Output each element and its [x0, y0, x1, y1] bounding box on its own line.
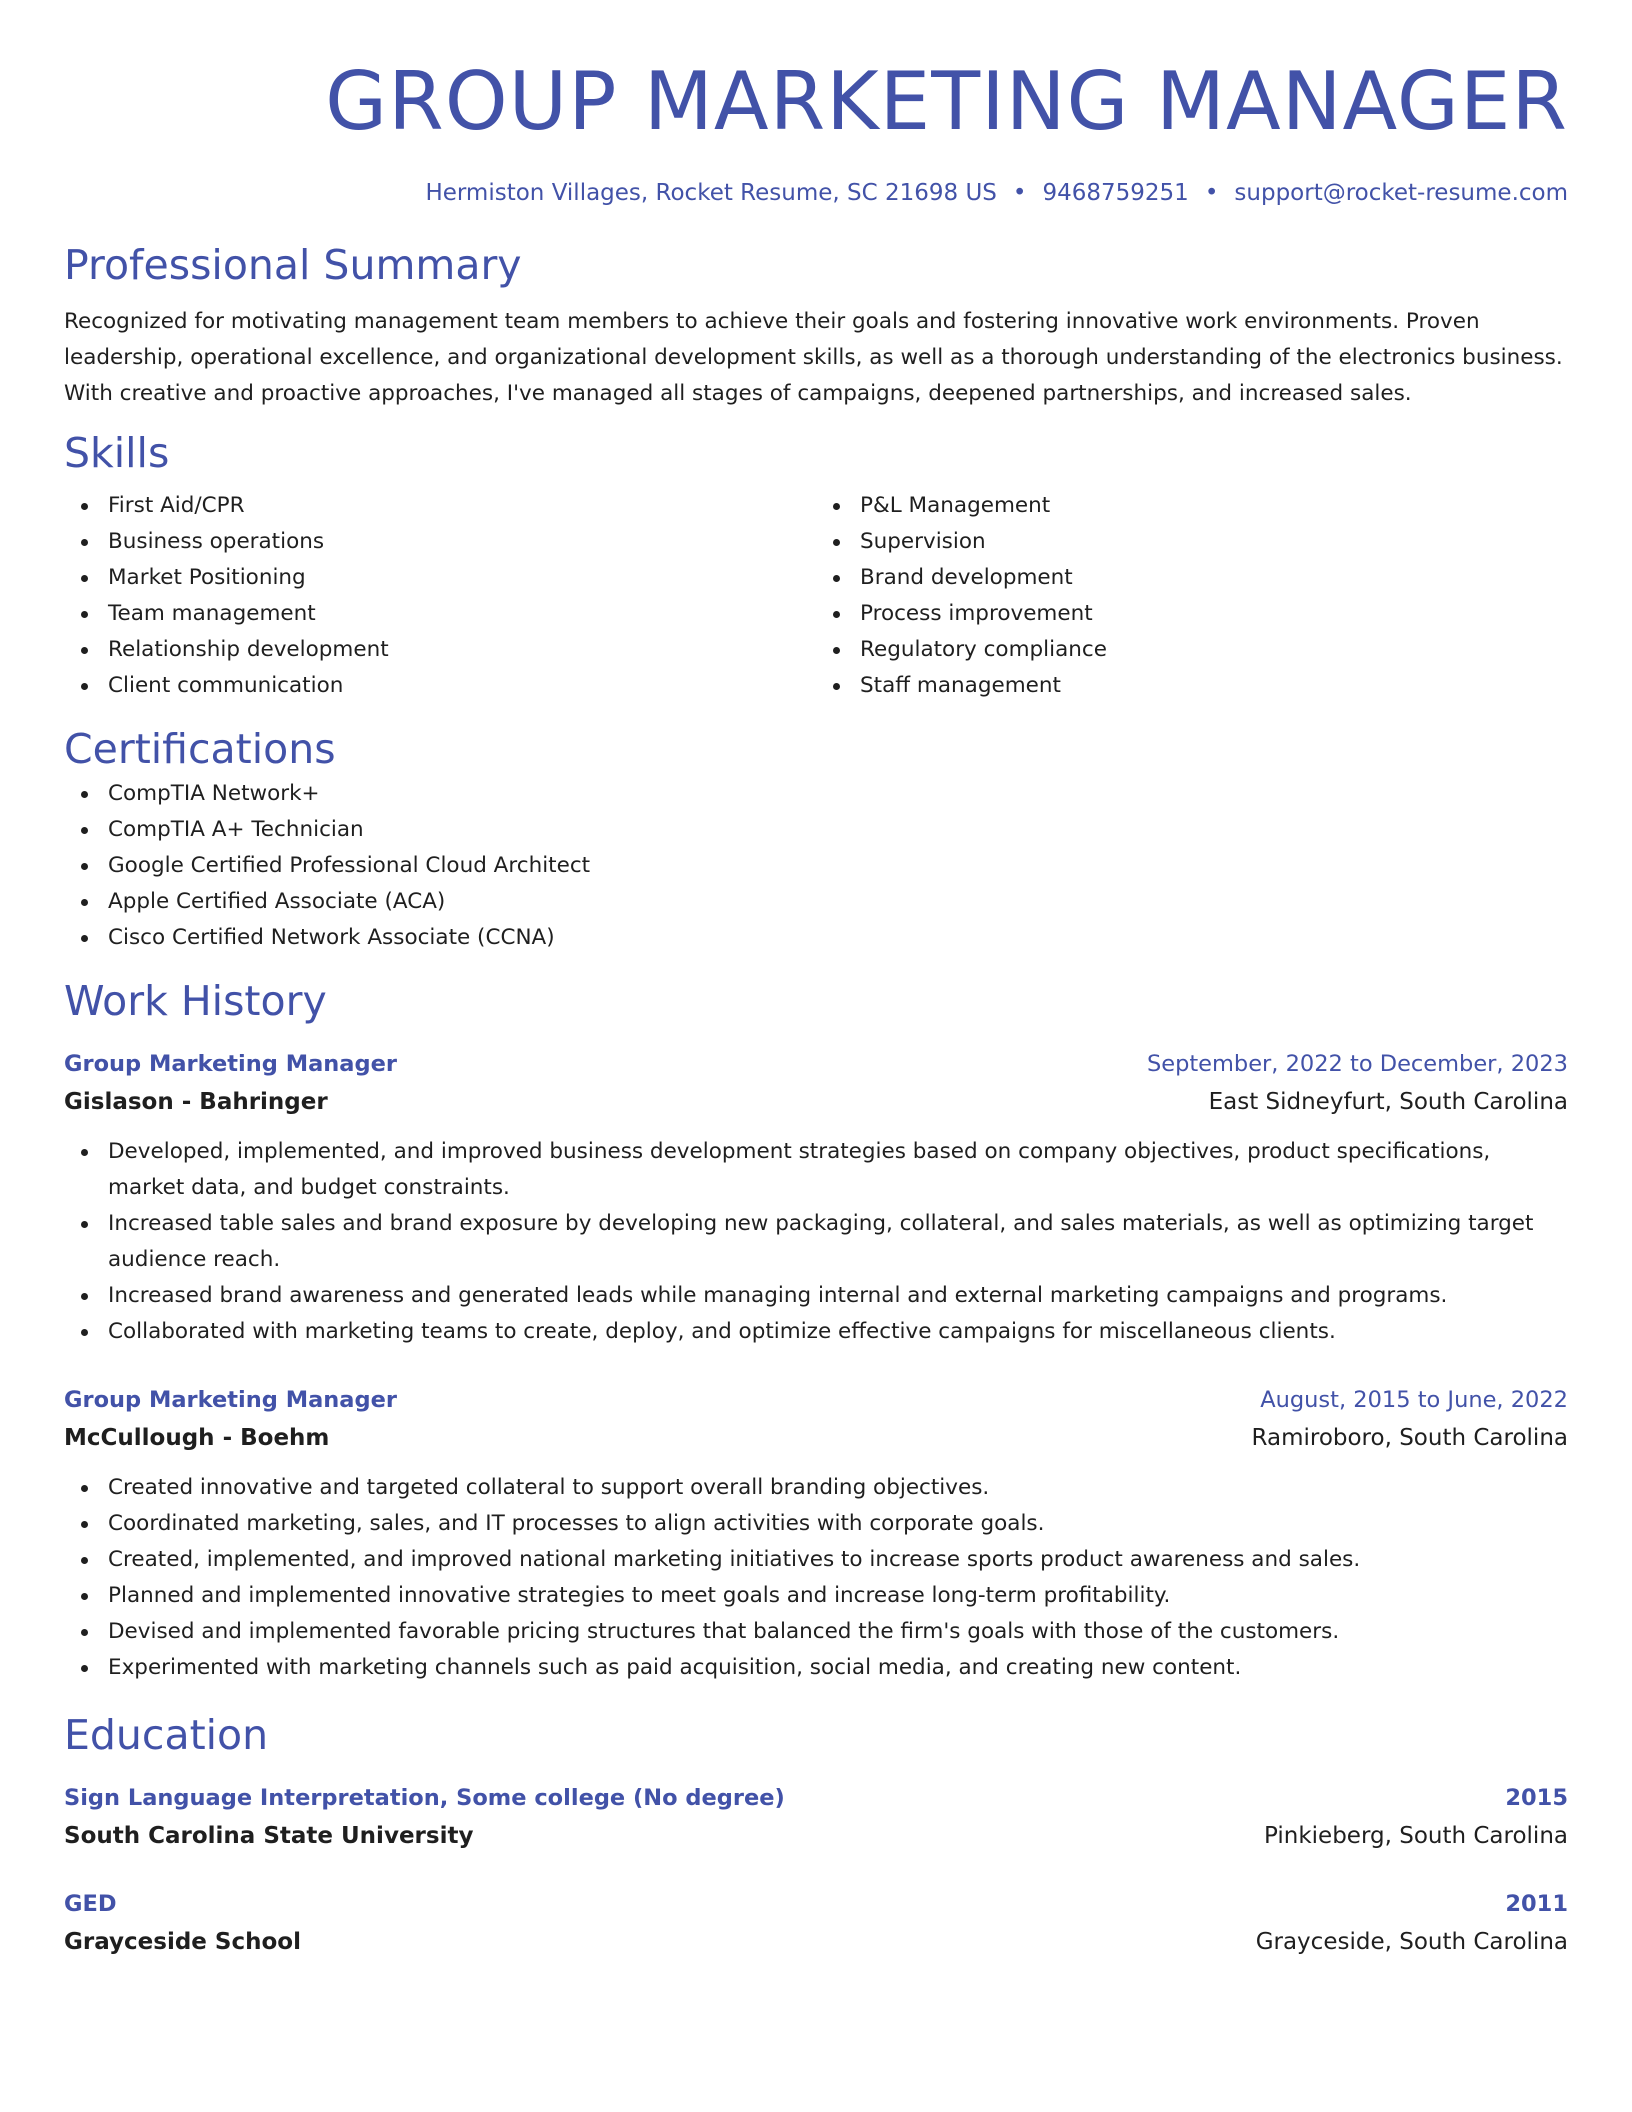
job-bullet: Created, implemented, and improved national marketing initiatives to increase sports product awareness and sales.: [64, 1542, 1568, 1578]
skill-item: Process improvement: [816, 596, 1568, 632]
address-text: Hermiston Villages, Rocket Resume, SC 21698 US: [425, 180, 997, 206]
email-link[interactable]: support@rocket-resume.com: [1234, 180, 1568, 206]
degree-title: Sign Language Interpretation, Some college (No degree): [64, 1785, 785, 1811]
job-bullet: Planned and implemented innovative strategies to meet goals and increase long-term profitability.: [64, 1578, 1568, 1614]
skill-item: Brand development: [816, 560, 1568, 596]
school-name: Grayceside School: [64, 1929, 301, 1955]
graduation-year: 2015: [1505, 1785, 1568, 1811]
certification-item: Cisco Certified Network Associate (CCNA): [64, 920, 1568, 956]
school-name: South Carolina State University: [64, 1823, 474, 1849]
skill-item: Relationship development: [64, 632, 816, 668]
job-bullet: Collaborated with marketing teams to create, deploy, and optimize effective campaigns for miscellaneous clients.: [64, 1314, 1568, 1350]
skill-item: Client communication: [64, 668, 816, 704]
bullet-separator: •: [1012, 180, 1027, 206]
job-bullet: Devised and implemented favorable pricing structures that balanced the firm's goals with those of the customers.: [64, 1614, 1568, 1650]
job-location: Ramiroboro, South Carolina: [1251, 1425, 1568, 1451]
education-entry: [64, 1780, 1568, 1856]
job-company-row: [64, 1082, 1568, 1122]
skill-item: Market Positioning: [64, 560, 816, 596]
job-title: Group Marketing Manager: [64, 1387, 397, 1413]
summary-section: [64, 238, 1568, 412]
certification-item: CompTIA Network+: [64, 776, 1568, 812]
job-entry: [64, 1046, 1568, 1350]
degree-row: [64, 1780, 1568, 1816]
job-location: East Sidneyfurt, South Carolina: [1208, 1089, 1568, 1115]
job-bullet: Experimented with marketing channels such as paid acquisition, social media, and creating new content.: [64, 1650, 1568, 1686]
job-dates: September, 2022 to December, 2023: [1146, 1051, 1568, 1077]
education-heading: Education: [64, 1711, 269, 1759]
graduation-year: 2011: [1505, 1891, 1568, 1917]
phone-text: 9468759251: [1042, 180, 1189, 206]
work-history-heading: Work History: [64, 977, 327, 1025]
degree-title: GED: [64, 1891, 117, 1917]
bullet-separator: •: [1204, 180, 1219, 206]
job-bullet: Coordinated marketing, sales, and IT processes to align activities with corporate goals.: [64, 1506, 1568, 1542]
certification-item: Apple Certified Associate (ACA): [64, 884, 1568, 920]
certifications-section: [64, 722, 1568, 956]
page-title: GROUP MARKETING MANAGER: [325, 55, 1568, 148]
summary-text: Recognized for motivating management team members to achieve their goals and fostering innovative work environments. Proven leadership, operational excellence, and organizational development skills, as well as a thorough understanding of the electronics business. With creative and proactive approaches, I've managed all stages of campaigns, deepened partnerships, and increased sales.: [64, 309, 1563, 406]
school-row: [64, 1816, 1568, 1856]
education-section: [64, 1708, 1568, 1962]
skills-list-left: [64, 488, 816, 704]
skill-item: Supervision: [816, 524, 1568, 560]
job-entry: [64, 1382, 1568, 1686]
certification-item: Google Certified Professional Cloud Architect: [64, 848, 1568, 884]
skills-grid: [64, 488, 1568, 704]
certifications-heading: Certifications: [64, 725, 336, 773]
school-row: [64, 1922, 1568, 1962]
school-location: Grayceside, South Carolina: [1255, 1929, 1568, 1955]
job-title: Group Marketing Manager: [64, 1051, 397, 1077]
job-company-row: [64, 1418, 1568, 1458]
job-bullet: Increased brand awareness and generated leads while managing internal and external marketing campaigns and programs.: [64, 1278, 1568, 1314]
job-bullet: Created innovative and targeted collateral to support overall branding objectives.: [64, 1470, 1568, 1506]
skill-item: P&L Management: [816, 488, 1568, 524]
job-bullets: [64, 1134, 1568, 1350]
degree-row: [64, 1886, 1568, 1922]
skill-item: Team management: [64, 596, 816, 632]
job-title-row: [64, 1382, 1568, 1418]
skill-item: Regulatory compliance: [816, 632, 1568, 668]
job-bullet: Developed, implemented, and improved business development strategies based on company objectives, product specifications, market data, and budget constraints.: [64, 1134, 1568, 1206]
skills-list-right: [816, 488, 1568, 704]
job-bullets: [64, 1470, 1568, 1686]
job-bullet: Increased table sales and brand exposure by developing new packaging, collateral, and sales materials, as well as optimizing target audience reach.: [64, 1206, 1568, 1278]
work-history-section: [64, 974, 1568, 1686]
certifications-list: [64, 776, 1568, 956]
company-name: McCullough - Boehm: [64, 1425, 330, 1451]
skills-heading: Skills: [64, 429, 170, 477]
skill-item: Business operations: [64, 524, 816, 560]
company-name: Gislason - Bahringer: [64, 1089, 328, 1115]
job-title-row: [64, 1046, 1568, 1082]
resume-header: [64, 50, 1568, 208]
summary-heading: Professional Summary: [64, 241, 522, 289]
education-entry: [64, 1886, 1568, 1962]
school-location: Pinkieberg, South Carolina: [1264, 1823, 1568, 1849]
skills-section: [64, 426, 1568, 704]
skill-item: First Aid/CPR: [64, 488, 816, 524]
contact-line: [64, 178, 1568, 208]
certification-item: CompTIA A+ Technician: [64, 812, 1568, 848]
job-dates: August, 2015 to June, 2022: [1260, 1387, 1568, 1413]
skill-item: Staff management: [816, 668, 1568, 704]
